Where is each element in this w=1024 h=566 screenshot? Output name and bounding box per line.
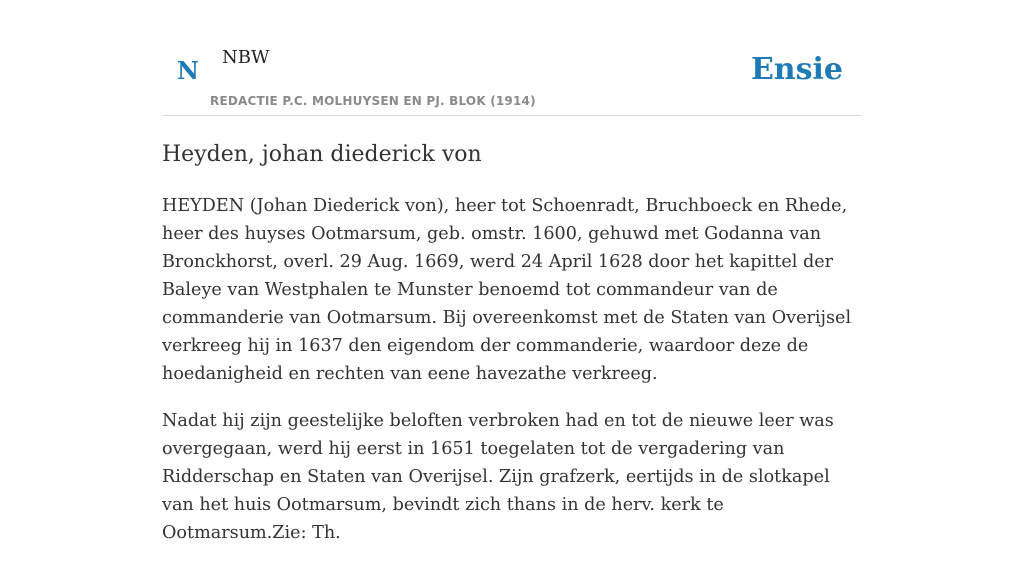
brand-logo[interactable]: Ensie [750,52,843,87]
article-paragraph: Nadat hij zijn geestelijke beloften verbroken had en tot de nieuwe leer was overgegaan, werd hij eerst in 1651 toegelaten tot de vergadering van Ridderschap en Staten van Overijsel. Zijn grafzerk, eertijds in de slotkapel van het huis Ootmarsum, bevindt zich thans in de herv. kerk te Ootmarsum.Zie: Th. [162,411,834,543]
article-body [162,192,862,566]
header [162,0,862,116]
source-subtitle: REDACTIE P.C. MOLHUYSEN EN PJ. BLOK (1914) [210,94,536,108]
article-paragraph: HEYDEN (Johan Diederick von), heer tot Schoenradt, Bruchboeck en Rhede, heer des huyses Ootmarsum, geb. omstr. 1600, gehuwd met Godanna van Bronckhorst, overl. 29 Aug. 1669, werd 24 April 1628 door het kapittel der Baleye van Westphalen te Munster benoemd tot commandeur van de commanderie van Ootmarsum. Bij overeenkomst met de Staten van Overijsel verkreeg hij in 1637 den eigendom der commanderie, waardoor deze de hoedanigheid en rechten van eene havezathe verkreeg. [162,196,852,384]
source-logo[interactable]: N [177,56,199,85]
article-title: Heyden, johan diederick von [162,142,482,167]
source-name[interactable]: NBW [222,47,270,68]
